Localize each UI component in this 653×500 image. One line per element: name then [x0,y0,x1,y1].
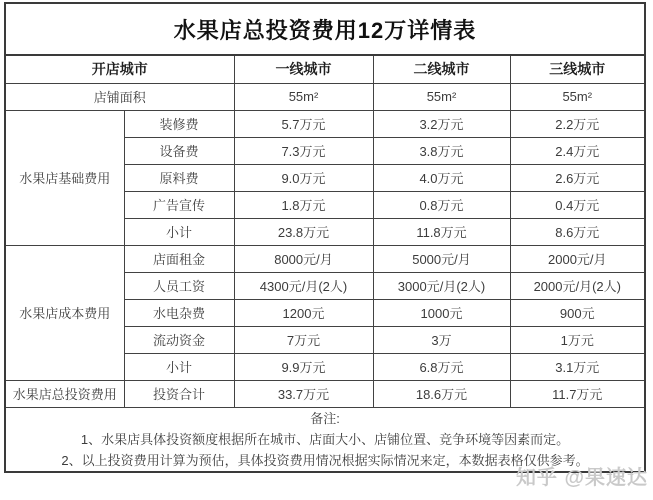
value-cell: 9.9万元 [234,353,373,380]
watermark: 知乎 @果速达 [515,467,648,489]
value-cell: 1.8万元 [234,191,373,218]
value-cell: 8000元/月 [234,245,373,272]
value-cell: 2.2万元 [510,110,645,137]
value-cell: 1万元 [510,326,645,353]
header-tier2-city: 二线城市 [373,55,510,83]
item-label: 设备费 [124,137,234,164]
table-row-rent [5,245,645,272]
value-cell: 5000元/月 [373,245,510,272]
value-cell: 33.7万元 [234,380,373,407]
page-title: 水果店总投资费用12万详情表 [5,3,645,55]
item-label: 小计 [124,353,234,380]
value-cell: 900元 [510,299,645,326]
item-label: 小计 [124,218,234,245]
category-operating-costs: 水果店成本费用 [5,245,124,380]
value-cell: 7.3万元 [234,137,373,164]
item-label: 广告宣传 [124,191,234,218]
notes-cell [5,407,645,472]
item-label: 装修费 [124,110,234,137]
investment-table-sheet [4,2,646,473]
value-cell: 18.6万元 [373,380,510,407]
value-cell: 1200元 [234,299,373,326]
item-label: 投资合计 [124,380,234,407]
item-label: 原料费 [124,164,234,191]
table-row-total [5,380,645,407]
value-cell: 1000元 [373,299,510,326]
value-cell: 4300元/月(2人) [234,272,373,299]
shop-area-row [5,83,645,110]
value-cell: 3万 [373,326,510,353]
item-label: 水电杂费 [124,299,234,326]
value-cell: 2.6万元 [510,164,645,191]
value-cell: 11.7万元 [510,380,645,407]
value-cell: 6.8万元 [373,353,510,380]
value-cell: 3.1万元 [510,353,645,380]
item-label: 店面租金 [124,245,234,272]
value-cell: 4.0万元 [373,164,510,191]
value-cell: 0.4万元 [510,191,645,218]
table-row-decoration [5,110,645,137]
shop-area-label: 店铺面积 [5,83,234,110]
category-total-investment: 水果店总投资费用 [5,380,124,407]
value-cell: 2.4万元 [510,137,645,164]
value-cell: 23.8万元 [234,218,373,245]
value-cell: 5.7万元 [234,110,373,137]
value-cell: 0.8万元 [373,191,510,218]
note-line-1: 1、水果店具体投资额度根据所在城市、店面大小、店铺位置、竞争环境等因素而定。 [80,431,570,447]
header-row [5,55,645,83]
category-basic-costs: 水果店基础费用 [5,110,124,245]
investment-table [4,2,646,473]
shop-area-value: 55m² [510,83,645,110]
value-cell: 8.6万元 [510,218,645,245]
item-label: 流动资金 [124,326,234,353]
item-label: 人员工资 [124,272,234,299]
header-tier1-city: 一线城市 [234,55,373,83]
value-cell: 3.8万元 [373,137,510,164]
value-cell: 3.2万元 [373,110,510,137]
note-line-2: 2、以上投资费用计算为预估，具体投资费用情况根据实际情况来定，本数据表格仅供参考。 [61,452,589,468]
shop-area-value: 55m² [234,83,373,110]
notes-row [5,407,645,472]
notes-label: 备注: [310,410,340,426]
value-cell: 2000元/月(2人) [510,272,645,299]
value-cell: 9.0万元 [234,164,373,191]
value-cell: 3000元/月(2人) [373,272,510,299]
value-cell: 11.8万元 [373,218,510,245]
title-row [5,3,645,55]
header-tier3-city: 三线城市 [510,55,645,83]
value-cell: 2000元/月 [510,245,645,272]
header-city-label: 开店城市 [5,55,234,83]
shop-area-value: 55m² [373,83,510,110]
value-cell: 7万元 [234,326,373,353]
